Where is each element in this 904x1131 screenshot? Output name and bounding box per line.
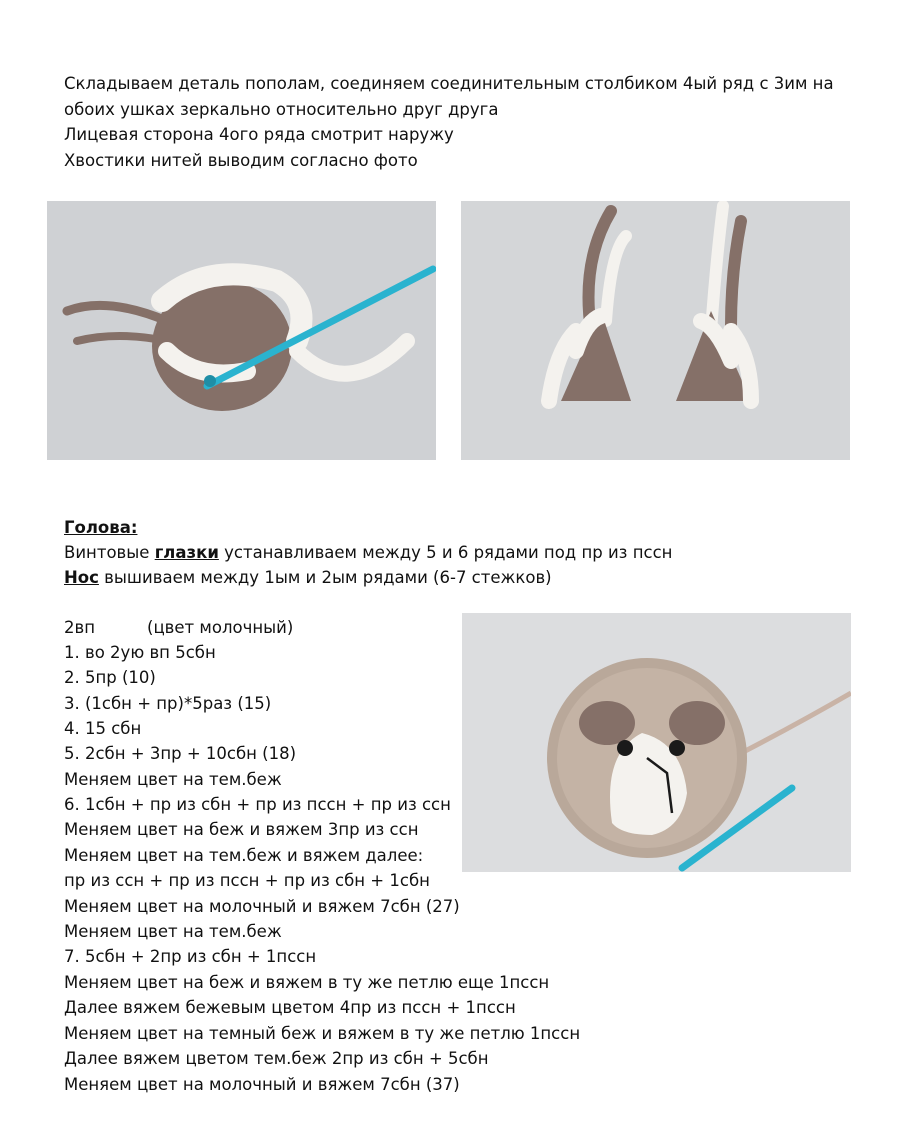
pattern-row: 2. 5пр (10) <box>64 668 156 687</box>
pattern-row: Меняем цвет на молочный и вяжем 7сбн (27) <box>64 897 460 916</box>
intro-line-1: Складываем деталь пополам, соединяем соединительным столбиком 4ый ряд с 3им на <box>64 74 834 93</box>
pattern-row: Далее вяжем цветом тем.беж 2пр из сбн + 5сбн <box>64 1049 489 1068</box>
head-heading: Голова: <box>64 518 138 537</box>
start-chain: 2вп <box>64 618 96 637</box>
pattern-row: Меняем цвет на беж и вяжем 3пр из ссн <box>64 820 419 839</box>
pattern-row: 7. 5сбн + 2пр из сбн + 1пссн <box>64 947 317 966</box>
pattern-row: Меняем цвет на тем.беж <box>64 922 282 941</box>
eyes-instruction <box>64 541 672 565</box>
pattern-row: Меняем цвет на беж и вяжем в ту же петлю еще 1пссн <box>64 973 550 992</box>
eyes-word: глазки <box>154 543 219 562</box>
intro-line-2: обоих ушках зеркально относительно друг друга <box>64 100 499 119</box>
start-color: (цвет молочный) <box>147 618 294 637</box>
pattern-row: 5. 2сбн + 3пр + 10сбн (18) <box>64 744 297 763</box>
intro-line-4: Хвостики нитей выводим согласно фото <box>64 151 418 170</box>
pattern-row: 1. во 2ую вп 5сбн <box>64 643 216 662</box>
start-chain-line <box>64 616 293 640</box>
pattern-row: 3. (1сбн + пр)*5раз (15) <box>64 694 272 713</box>
eyes-rest: устанавливаем между 5 и 6 рядами под пр из пссн <box>218 543 673 562</box>
pattern-row: Меняем цвет на молочный и вяжем 7сбн (37) <box>64 1075 460 1094</box>
eyes-prefix: Винтовые <box>64 543 155 562</box>
pattern-row: Меняем цвет на тем.беж и вяжем далее: <box>64 846 424 865</box>
pattern-row: 4. 15 сбн <box>64 719 142 738</box>
pattern-row: Меняем цвет на темный беж и вяжем в ту же петлю 1пссн <box>64 1024 581 1043</box>
photo-two-ears <box>461 201 850 460</box>
nose-word: Нос <box>64 568 99 587</box>
intro-line-3: Лицевая сторона 4ого ряда смотрит наружу <box>64 125 454 144</box>
pattern-row: Меняем цвет на тем.беж <box>64 770 282 789</box>
pattern-row: Далее вяжем бежевым цветом 4пр из пссн + 1пссн <box>64 998 516 1017</box>
nose-instruction <box>64 566 552 590</box>
pattern-row: 6. 1сбн + пр из сбн + пр из пссн + пр из ссн <box>64 795 451 814</box>
photo-ear-on-hook <box>47 201 436 460</box>
nose-rest: вышиваем между 1ым и 2ым рядами (6-7 стежков) <box>98 568 552 587</box>
photo-head <box>462 613 851 872</box>
pattern-row: пр из ссн + пр из пссн + пр из сбн + 1сбн <box>64 871 430 890</box>
